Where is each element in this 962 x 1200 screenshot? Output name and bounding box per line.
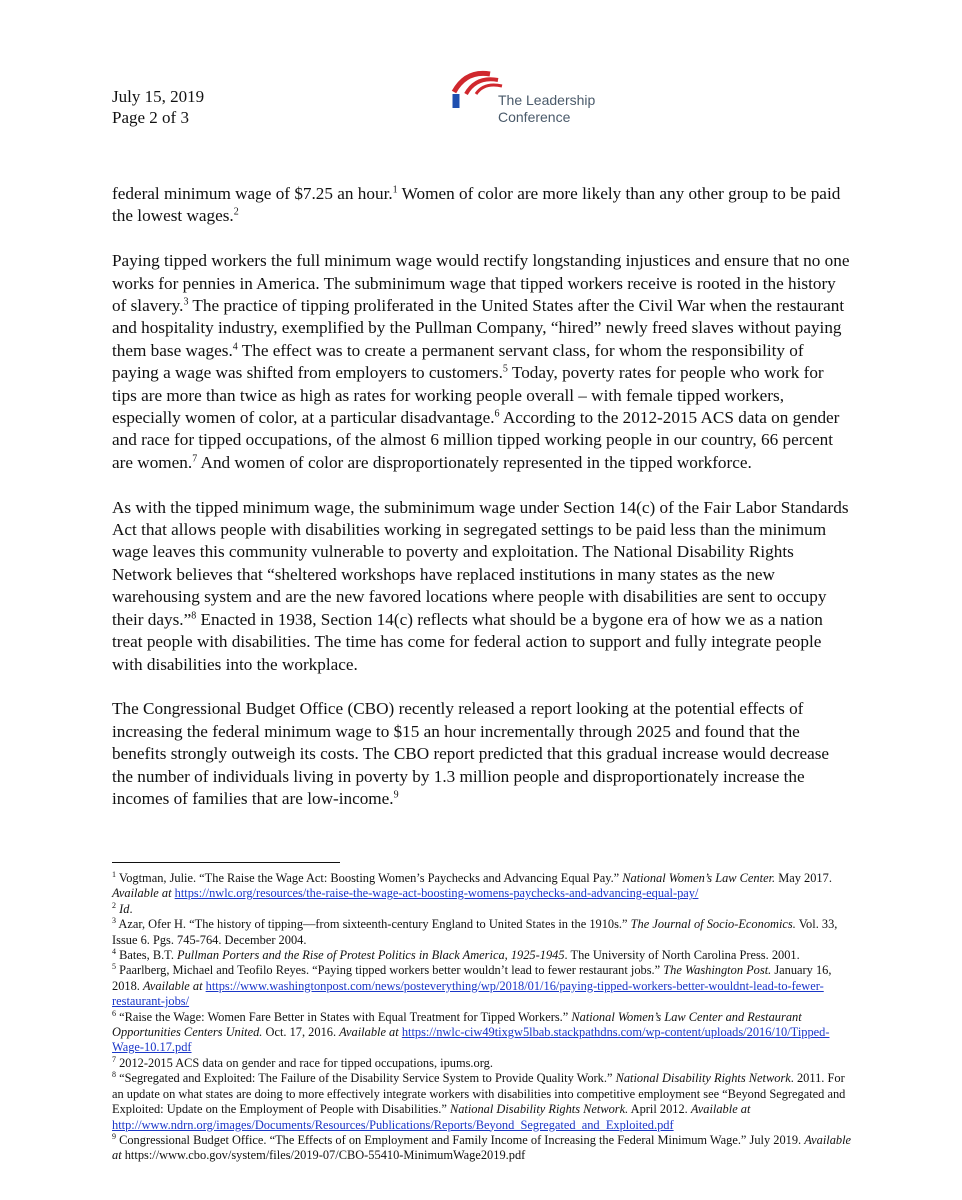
text-run: Paying tipped workers the full minimum wage would rectify longstanding injustices and ensure that no one works for pennies in America. The subminimum wage that tipped workers receive is rooted in the history of slavery.: [112, 251, 850, 316]
text-run: Women of color are more likely than any other group to be paid the lowest wages.: [112, 184, 841, 226]
letter-body: [112, 183, 852, 833]
text-run: January 16, 2018.: [112, 963, 832, 993]
footnote-3: [112, 917, 852, 948]
text-run: The effect was to create a permanent servant class, for whom the responsibility of paying a wage was shifted from employers to customers.: [112, 340, 804, 383]
footnote-link[interactable]: http://www.ndrn.org/images/Documents/Resources/Publications/Reports/Beyond_Segregated_and_Exploited.pdf: [112, 1117, 674, 1132]
footnote-ref[interactable]: 3: [183, 296, 189, 308]
text-run: The practice of tipping proliferated in the United States after the Civil War when the restaurant and hospitality industry, exemplified by the Pullman Company, “hired” newly freed slaves without paying them base wages.: [112, 296, 845, 360]
footnote-ref[interactable]: 9: [393, 789, 399, 801]
footnote-4: [112, 948, 852, 963]
footnote-6: [112, 1010, 852, 1056]
text-run: Bates, B.T.: [116, 948, 178, 963]
footnote-ref[interactable]: 4: [232, 341, 238, 353]
paragraph-4: [112, 698, 852, 810]
footnote-ref[interactable]: 2: [233, 206, 239, 218]
footnote-2: $^2$ Id.: [112, 900, 133, 916]
letter-header: [112, 86, 204, 128]
footnote-number: 7: [112, 1054, 116, 1064]
text-run: Available at: [339, 1025, 399, 1040]
text-run: National Disability Rights Network: [615, 1071, 791, 1086]
text-run: Id: [119, 901, 130, 916]
footnote-5: [112, 963, 852, 1009]
paragraph-2: [112, 250, 852, 474]
text-run: Today, poverty rates for people who work for tips are more than twice as high as rates for working people overall – with female tipped workers, especially women of color, at a particular disadvantage.: [112, 363, 824, 428]
footnote-number: 9: [112, 1131, 116, 1141]
text-run: Available at: [112, 886, 172, 901]
text-run: “Raise the Wage: Women Fare Better in States with Equal Treatment for Tipped Workers.”: [116, 1009, 572, 1024]
footnote-number: 2: [112, 900, 116, 910]
text-run: . 2011. For an update on what states are doing to more effectively integrate workers with disabilities into competitive employment see “Beyond Segregated and Exploited: Update on the Employment of People with Disabilities.”: [112, 1071, 846, 1117]
footnote-number: 1: [112, 869, 116, 879]
footnote-9: [112, 1133, 852, 1164]
text-run: National Disability Rights Network.: [449, 1102, 629, 1117]
text-run: Congressional Budget Office. “The Effects of on Employment and Family Income of Increasing the Federal Minimum Wage.” July 2019.: [116, 1132, 805, 1147]
paragraph-3: [112, 497, 852, 676]
text-run: Available at: [142, 978, 203, 993]
footnote-ref[interactable]: 7: [192, 453, 198, 465]
text-run: As with the tipped minimum wage, the subminimum wage under Section 14(c) of the Fair Labor Standards Act that allows people with disabilities working in segregated settings to be paid less than the minimum wage leaves this community vulnerable to poverty and exploitation. The National Disability Rights Network believes that “sheltered workshops have replaced institutions in many states as the new warehousing system and are the new favored locations where people with disabilities are sent to occupy their days.”: [112, 497, 849, 629]
logo-wordmark: [498, 92, 595, 126]
logo-arcs-icon: [446, 64, 506, 114]
text-run: “Segregated and Exploited: The Failure of the Disability Service System to Provide Quality Work.”: [116, 1071, 616, 1086]
text-run: May 2017.: [775, 871, 832, 885]
text-run: Vol. 33, Issue 6. Pgs. 745-764. December 2004.: [112, 917, 838, 947]
text-run: Paarlberg, Michael and Teofilo Reyes. “Paying tipped workers better wouldn’t lead to fewer restaurant jobs.”: [116, 963, 664, 978]
footnote-divider: [112, 862, 340, 863]
footnote-number: 4: [112, 946, 116, 956]
footnote-ref[interactable]: 1: [392, 184, 398, 196]
footnote-number: 3: [112, 916, 116, 926]
footnote-number: 8: [112, 1070, 116, 1080]
footnote-link[interactable]: https://nwlc-ciw49tixgw5lbab.stackpathdns.com/wp-content/uploads/2016/10/Tipped-Wage-10.17.pdf: [112, 1025, 830, 1055]
text-run: 2012-2015 ACS data on gender and race for tipped occupations, ipums.org.: [116, 1055, 493, 1070]
text-run: Available at: [690, 1102, 751, 1117]
text-run: April 2012.: [628, 1102, 691, 1117]
text-run: Oct. 17, 2016.: [262, 1025, 340, 1040]
letter-date: July 15, 2019: [112, 87, 205, 106]
footnote-8: [112, 1071, 852, 1133]
text-run: According to the 2012-2015 ACS data on gender and race for tipped occupations, of the almost 6 million tipped working people in our country, 66 percent are women.: [112, 408, 840, 472]
leadership-conference-logo: [446, 64, 646, 134]
footnote-7: [112, 1056, 852, 1071]
footnote-ref[interactable]: 6: [494, 408, 500, 420]
footnote-ref[interactable]: 5: [502, 363, 508, 375]
text-run: federal minimum wage of $7.25 an hour.: [112, 184, 393, 203]
footnote-link[interactable]: https://www.washingtonpost.com/news/posteverything/wp/2018/01/16/paying-tipped-workers-better-wouldnt-lead-to-fewer-restaurant-jobs/: [112, 978, 824, 1009]
text-run: The Journal of Socio-Economics.: [630, 917, 796, 932]
text-run: And women of color are disproportionately represented in the tipped workforce.: [197, 452, 752, 472]
text-run: Enacted in 1938, Section 14(c) reflects what should be a bygone era of how we as a nation treat people with disabilities. The time has come for federal action to support and fully integrate people with disabilities into the workplace.: [112, 609, 823, 674]
footnote-link[interactable]: https://nwlc.org/resources/the-raise-the-wage-act-boosting-womens-paychecks-and-advancing-equal-pay/: [174, 886, 699, 901]
text-run: Vogtman, Julie. “The Raise the Wage Act: Boosting Women’s Paychecks and Advancing Equal Pay.”: [116, 871, 623, 885]
footnotes: [112, 871, 852, 1164]
footnote-number: 5: [112, 962, 116, 972]
footnote-number: 6: [112, 1008, 116, 1018]
text-run: The Washington Post.: [663, 963, 772, 978]
paragraph-1: [112, 183, 852, 228]
text-run: Available at: [112, 1132, 852, 1163]
text-run: https://www.cbo.gov/system/files/2019-07/CBO-55410-MinimumWage2019.pdf: [121, 1148, 526, 1163]
logo-line-2: Conference: [498, 109, 571, 125]
text-run: . The University of North Carolina Press. 2001.: [564, 948, 800, 963]
logo-line-1: The Leadership: [498, 92, 596, 108]
text-run: Pullman Porters and the Rise of Protest Politics in Black America, 1925-1945: [177, 948, 565, 963]
text-run: National Women’s Law Center.: [622, 871, 776, 885]
page-number: Page 2 of 3: [112, 108, 189, 127]
footnote-ref[interactable]: 8: [191, 609, 197, 621]
footnote-1: [112, 871, 852, 902]
text-run: The Congressional Budget Office (CBO) recently released a report looking at the potential effects of increasing the federal minimum wage to $15 an hour incrementally through 2025 and found that the benefits strongly outweigh its costs. The CBO report predicted that this gradual increase would decrease the number of individuals living in poverty by 1.3 million people and disproportionately increase the incomes of families that are low-income.: [112, 699, 830, 808]
text-run: National Women’s Law Center and Restaurant Opportunities Centers United.: [112, 1009, 802, 1040]
text-run: Azar, Ofer H. “The history of tipping—from sixteenth-century England to United States in the 1910s.”: [116, 917, 631, 932]
